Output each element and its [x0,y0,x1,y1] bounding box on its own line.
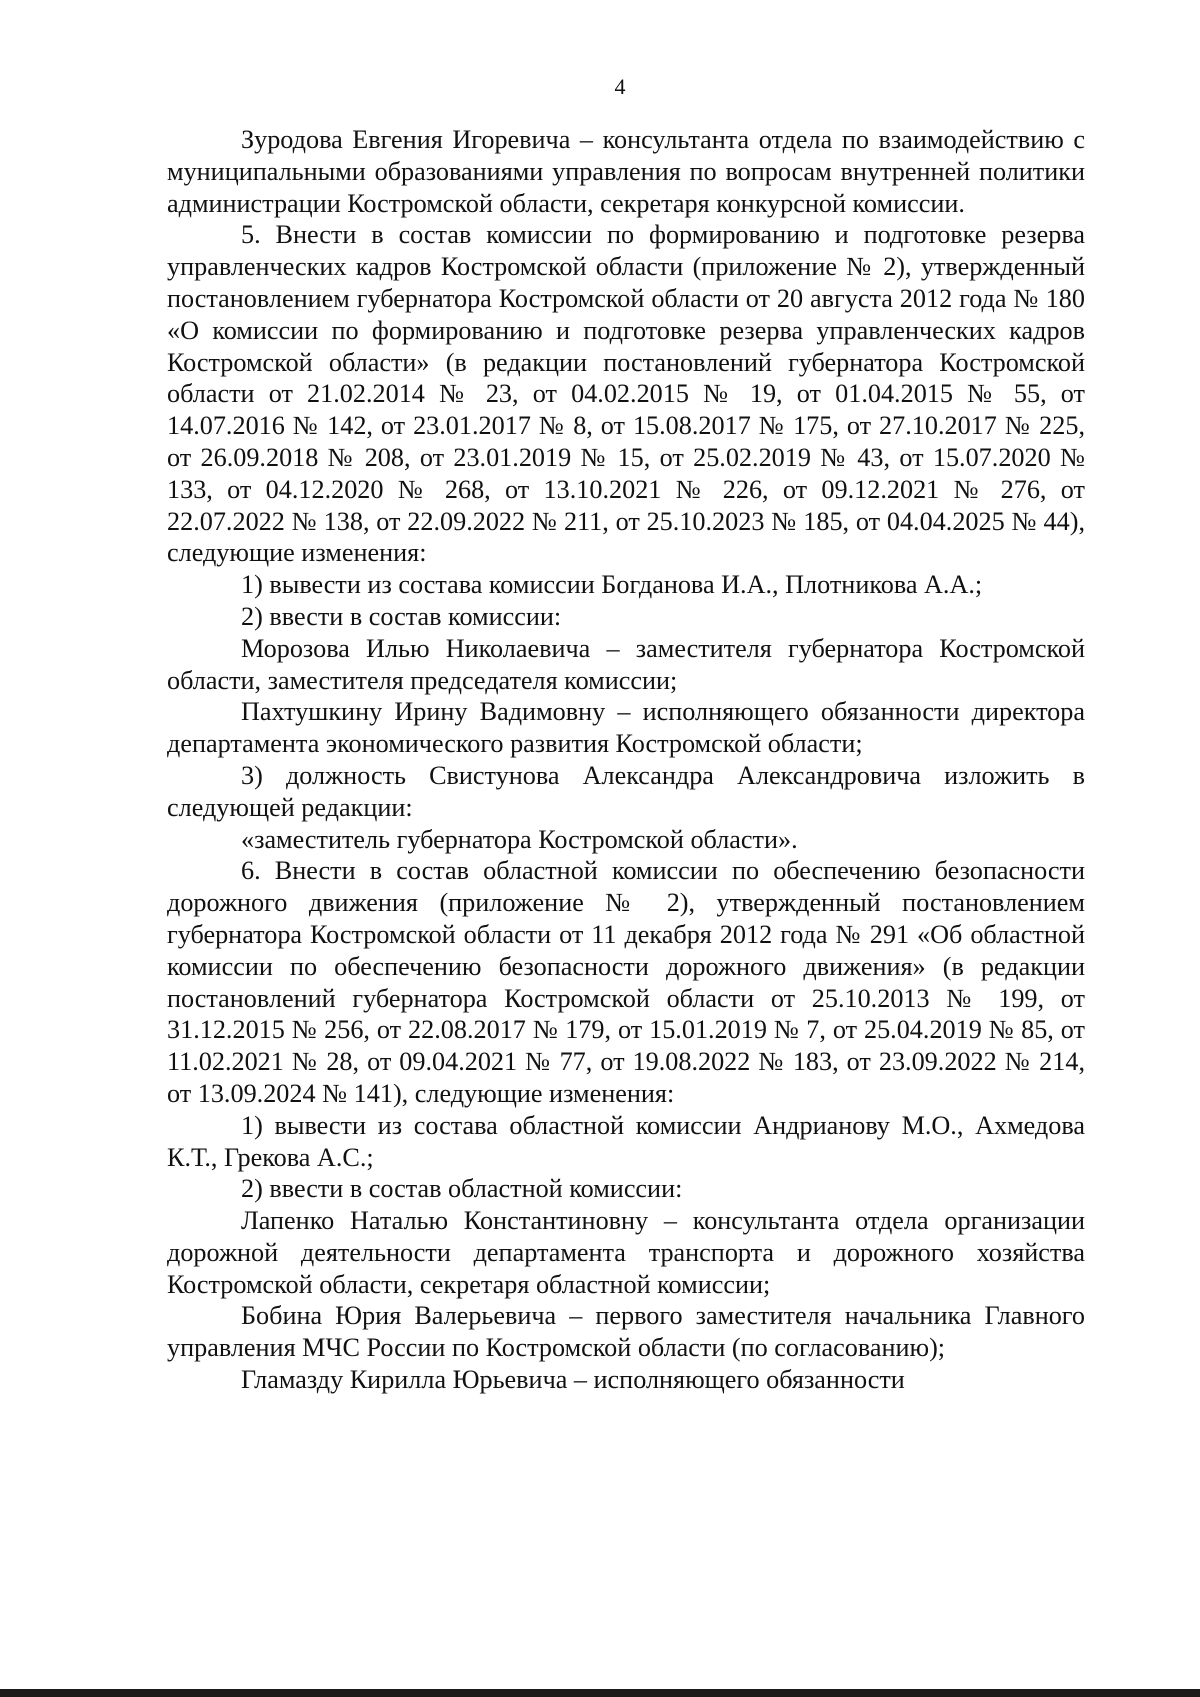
scan-bottom-border [0,1689,1200,1697]
paragraph-bobin: Бобина Юрия Валерьевича – первого заместителя начальника Главного управления МЧС России по Костромской области (по согласованию); [167,1301,1085,1363]
paragraph-new-position: «заместитель губернатора Костромской области». [241,824,798,854]
paragraph-item-5-2: 2) ввести в состав комиссии: [241,601,562,631]
paragraph-item-5-3: 3) должность Свистунова Александра Александровича изложить в следующей редакции: [167,760,1085,822]
paragraph-item-6-1: 1) вывести из состава областной комиссии Андрианову М.О., Ахмедова К.Т., Грекова А.С.; [167,1110,1085,1172]
document-body [167,124,1085,1396]
paragraph-item-6-2: 2) ввести в состав областной комиссии: [241,1174,683,1204]
page-number: 4 [614,74,626,99]
paragraph-item-6: 6. Внести в состав областной комиссии по обеспечению безопасности дорожного движения (приложение № 2), утвержденный постановлением губернатора Костромской области от 11 декабря 2012 года № 291 «Об областной комиссии по обеспечению безопасности дорожного движения» (в редакции постановлений губернатора Костромской области от 25.10.2013 № 199, от 31.12.2015 № 256, от 22.08.2017 № 179, от 15.01.2019 № 7, от 25.04.2019 № 85, от 11.02.2021 № 28, от 09.04.2021 № 77, от 19.08.2022 № 183, от 23.09.2022 № 214, от 13.09.2024 № 141), следующие изменения: [167,856,1085,1108]
paragraph-lapenko: Лапенко Наталью Константиновну – консультанта отдела организации дорожной деятельности департамента транспорта и дорожного хозяйства Костромской области, секретаря областной комиссии; [167,1206,1085,1299]
paragraph-glamazda: Гламазду Кирилла Юрьевича – исполняющего обязанности [241,1365,905,1395]
paragraph-secretary-zurodov: Зуродова Евгения Игоревича – консультанта отдела по взаимодействию с муниципальными образованиями управления по вопросам внутренней политики администрации Костромской области, секретаря конкурсной комиссии. [167,125,1085,218]
paragraph-morozov: Морозова Илью Николаевича – заместителя губернатора Костромской области, заместителя председателя комиссии; [167,633,1085,695]
paragraph-pakhtushkina: Пахтушкину Ирину Вадимовну – исполняющего обязанности директора департамента экономического развития Костромской области; [167,697,1085,759]
paragraph-item-5-1: 1) вывести из состава комиссии Богданова И.А., Плотникова А.А.; [241,570,983,600]
paragraph-item-5: 5. Внести в состав комиссии по формированию и подготовке резерва управленческих кадров Костромской области (приложение № 2), утвержденный постановлением губернатора Костромской области от 20 августа 2012 года № 180 «О комиссии по формированию и подготовке резерва управленческих кадров Костромской области» (в редакции постановлений губернатора Костромской области от 21.02.2014 № 23, от 04.02.2015 № 19, от 01.04.2015 № 55, от 14.07.2016 № 142, от 23.01.2017 № 8, от 15.08.2017 № 175, от 27.10.2017 № 225, от 26.09.2018 № 208, от 23.01.2019 № 15, от 25.02.2019 № 43, от 15.07.2020 № 133, от 04.12.2020 № 268, от 13.10.2021 № 226, от 09.12.2021 № 276, от 22.07.2022 № 138, от 22.09.2022 № 211, от 25.10.2023 № 185, от 04.04.2025 № 44), следующие изменения: [167,220,1085,568]
